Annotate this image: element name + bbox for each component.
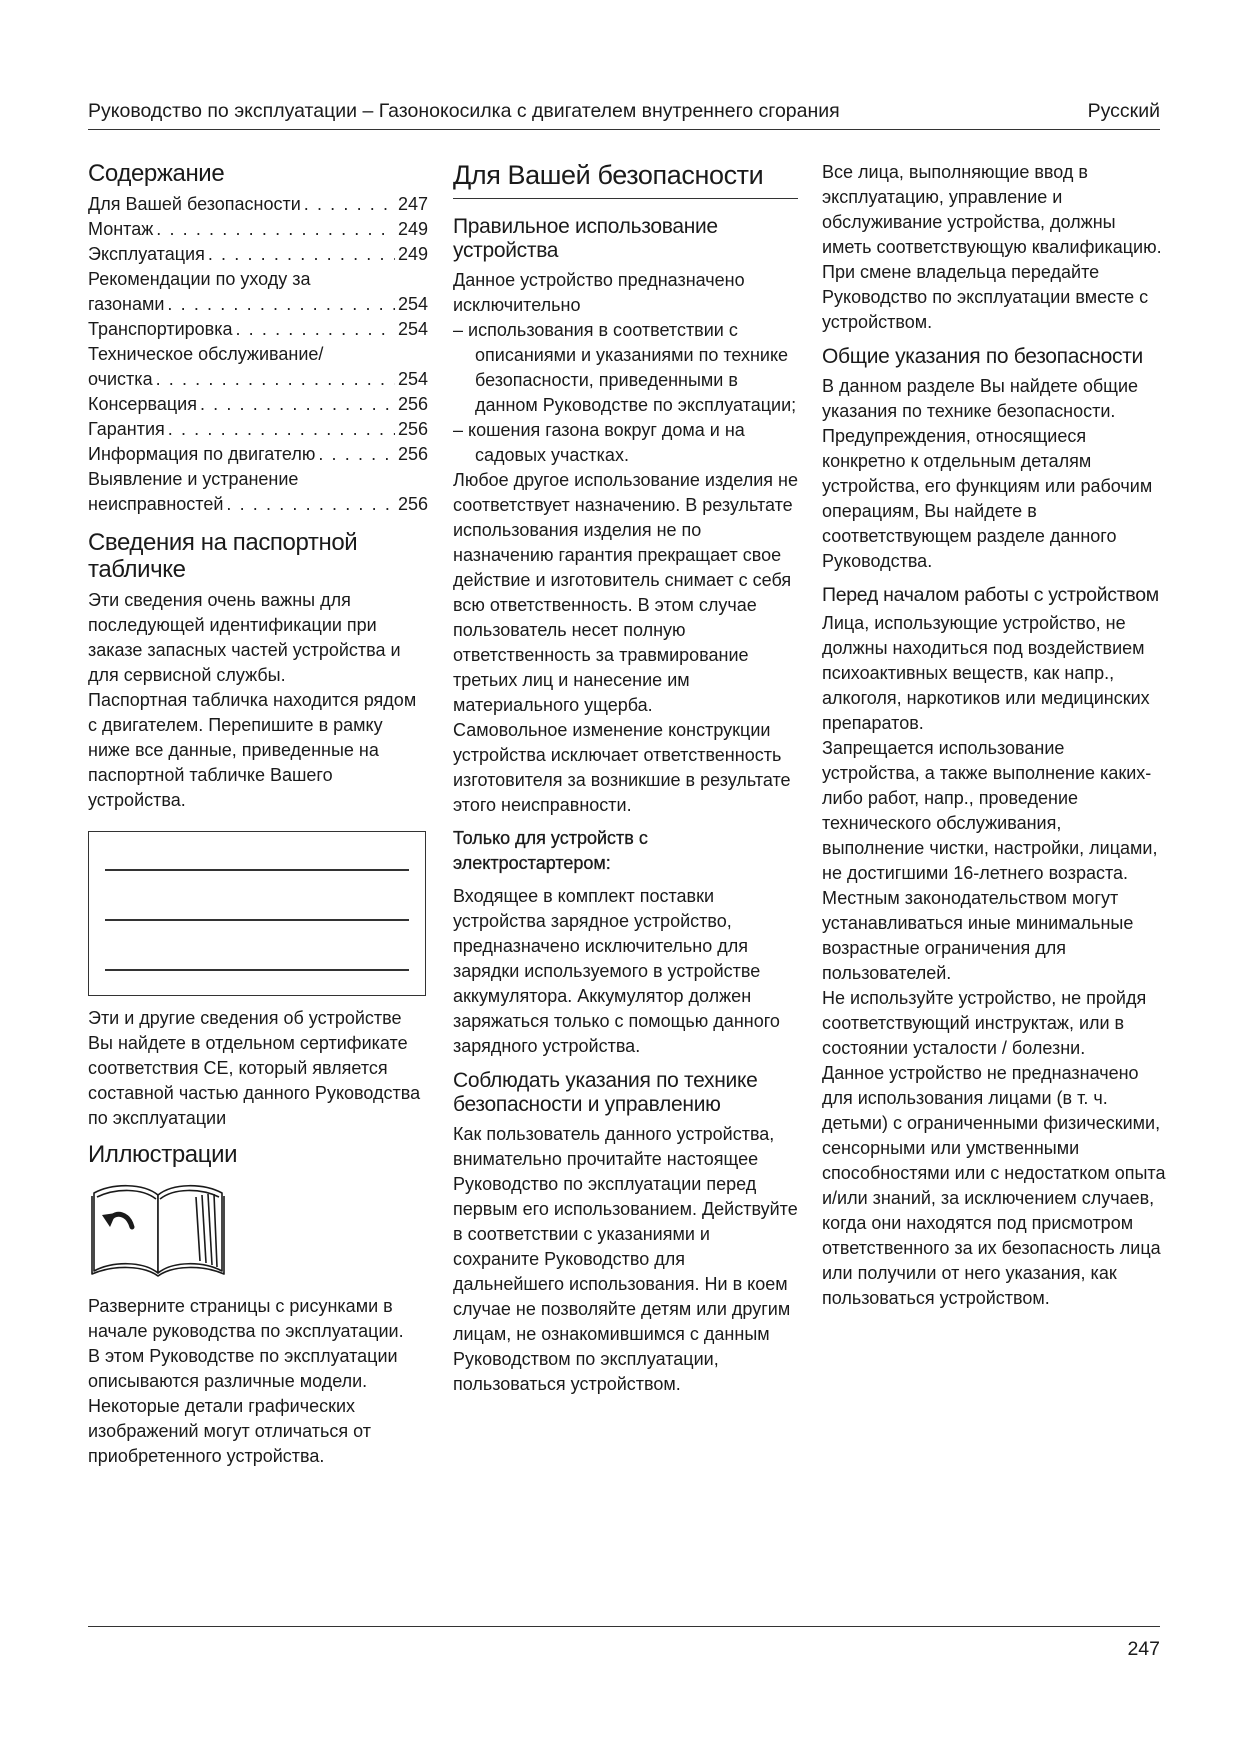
rating-plate-text-3: Эти и другие сведения об устройстве Вы найдете в отдельном сертификате соответствия СЕ, который является составной частью данного Руководства по эксплуатации <box>88 1008 421 1128</box>
open-book-icon <box>88 1181 228 1277</box>
toc-leader-dots <box>318 442 395 467</box>
toc-leader-dots <box>208 242 395 267</box>
general-safety-title: Общие указания по безопасности <box>822 345 1143 368</box>
safety-title: Для Вашей безопасности <box>453 160 798 199</box>
toc-entry-prefix: Выявление и устранение <box>88 469 299 489</box>
toc-entry <box>88 417 428 442</box>
toc-entry-label: Гарантия <box>88 419 165 439</box>
illustrations-title: Иллюстрации <box>88 1141 238 1168</box>
before-work-text-4: Данное устройство не предназначено для использования лицами (в т. ч. детьми) с ограниченными физическими, сенсорными или умственными способностями или с недостатком опыта и/или знаний, за исключением случаев, когда они находятся под присмотром ответственного за их безопасность лица или получили от него указания, как пользоваться устройством. <box>822 1063 1166 1308</box>
toc-entry-page: 249 <box>397 244 428 264</box>
observe-instructions-title: Соблюдать указания по технике безопасности и управлению <box>453 1069 758 1116</box>
toc-entry-page: 247 <box>397 194 428 214</box>
toc-leader-dots <box>200 392 395 417</box>
intended-use-intro: Данное устройство предназначено исключительно <box>453 270 745 315</box>
toc-entry-page: 249 <box>397 219 428 239</box>
qualification-text: Все лица, выполняющие ввод в эксплуатацию, управление и обслуживание устройства, должны иметь соответствующую квалификацию. <box>822 162 1162 257</box>
toc-entry-label: неисправностей <box>88 494 224 514</box>
before-work-title: Перед началом работы с устройством <box>822 584 1159 606</box>
toc-entry-label: Транспортировка <box>88 319 233 339</box>
electro-starter-title: Только для устройств с электростартером: <box>453 828 648 873</box>
toc-entry-label: Эксплуатация <box>88 244 205 264</box>
toc-leader-dots <box>156 367 395 392</box>
toc-entry-label: Для Вашей безопасности <box>88 194 301 214</box>
page-number: 247 <box>1127 1638 1160 1660</box>
illustrations-text-1: Разверните страницы с рисунками в начале руководства по эксплуатации. <box>88 1296 404 1341</box>
toc-entry-prefix: Техническое обслуживание/ <box>88 344 324 364</box>
rating-plate-text-1: Эти сведения очень важны для последующей идентификации при заказе запасных частей устройства и для сервисной службы. <box>88 590 401 685</box>
toc-entry-prefix: Рекомендации по уходу за <box>88 269 311 289</box>
language-label: Русский <box>1087 100 1160 122</box>
toc-entry-label: Монтаж <box>88 219 154 239</box>
plate-line <box>105 969 409 971</box>
list-item: – использования в соответствии с описаниями и указаниями по технике безопасности, приведенными в данном Руководстве по эксплуатации; <box>453 318 798 418</box>
owner-change-text: При смене владельца передайте Руководство по эксплуатации вместе с устройством. <box>822 262 1149 332</box>
toc-entry-page: 256 <box>397 394 428 414</box>
toc-title: Содержание <box>88 160 225 187</box>
plate-line <box>105 919 409 921</box>
toc-leader-dots <box>168 417 395 442</box>
toc-entry <box>88 192 428 217</box>
electro-starter-text: Входящее в комплект поставки устройства зарядное устройство, предназначено исключительно для зарядки используемого в устройстве аккумулятора. Аккумулятор должен заряжаться только с помощью данного зарядного устройства. <box>453 886 780 1056</box>
toc-entry-page: 254 <box>397 319 428 339</box>
page-header <box>88 100 1160 130</box>
toc-entry-page: 256 <box>397 419 428 439</box>
intended-use-text-2: Самовольное изменение конструкции устройства исключает ответственность изготовителя за возникшие в результате этого неисправности. <box>453 720 791 815</box>
toc-entry <box>88 242 428 267</box>
toc-leader-dots <box>304 192 395 217</box>
manual-title: Руководство по эксплуатации – Газонокосилка с двигателем внутреннего сгорания <box>88 100 840 122</box>
rating-plate-text-2: Паспортная табличка находится рядом с двигателем. Перепишите в рамку ниже все данные, приведенные на паспортной табличке Вашего устройства. <box>88 690 417 810</box>
toc-entry <box>88 442 428 467</box>
toc-entry-label: Информация по двигателю <box>88 444 316 464</box>
column-right <box>822 160 1167 1311</box>
toc-entry-page: 254 <box>397 294 428 314</box>
intended-use-text-1: Любое другое использование изделия не соответствует назначению. В результате использования изделия не по назначению гарантия прекращает свое действие и изготовитель снимает с себя всю ответственность. В этом случае пользователь несет полную ответственность за травмирование третьих лиц и нанесение им материального ущерба. <box>453 470 798 715</box>
toc-entry-label: газонами <box>88 294 165 314</box>
toc-entry <box>88 392 428 417</box>
toc-entry <box>88 367 428 392</box>
list-item: – кошения газона вокруг дома и на садовых участках. <box>453 418 798 468</box>
observe-instructions-text: Как пользователь данного устройства, внимательно прочитайте настоящее Руководство по эксплуатации перед первым его использованием. Действуйте в соответствии с указаниями и сохраните Руководство для дальнейшего использования. Ни в коем случае не позволяйте детям или другим лицам, не ознакомившимся с данным Руководством по эксплуатации, пользоваться устройством. <box>453 1124 798 1394</box>
toc-entry <box>88 217 428 242</box>
toc-entry <box>88 492 428 517</box>
toc-entry-page: 256 <box>397 494 428 514</box>
toc-leader-dots <box>226 492 395 517</box>
intended-use-title: Правильное использование устройства <box>453 215 718 262</box>
toc-leader-dots <box>235 317 394 342</box>
before-work-text-2: Запрещается использование устройства, а также выполнение каких-либо работ, напр., проведение технического обслуживания, выполнение чистки, настройки, лицами, не достигшими 16-летнего возраста. Местным законодательством могут устанавливаться иные минимальные возрастные ограничения для пользователей. <box>822 738 1158 983</box>
toc-entry-page: 256 <box>397 444 428 464</box>
rating-plate-title: Сведения на паспортной табличке <box>88 529 358 583</box>
column-left <box>88 160 428 1469</box>
intended-use-list <box>453 318 798 468</box>
before-work-text-1: Лица, использующие устройство, не должны находиться под воздействием психоактивных веществ, как напр., алкоголя, наркотиков или медицинских препаратов. <box>822 613 1150 733</box>
toc-entry-label: Консервация <box>88 394 197 414</box>
toc-entry <box>88 292 428 317</box>
footer-divider <box>88 1626 1160 1627</box>
before-work-text-3: Не используйте устройство, не пройдя соответствующий инструктаж, или в состоянии усталости / болезни. <box>822 988 1147 1058</box>
toc-leader-dots <box>167 292 395 317</box>
toc-entry-label: очистка <box>88 369 153 389</box>
toc-entry-page: 254 <box>397 369 428 389</box>
column-middle <box>453 160 798 1397</box>
general-safety-text: В данном разделе Вы найдете общие указания по технике безопасности. Предупреждения, относящиеся конкретно к отдельным деталям устройства, его функциям или рабочим операциям, Вы найдете в соответствующем разделе данного Руководства. <box>822 376 1153 571</box>
toc-entry <box>88 317 428 342</box>
plate-line <box>105 869 409 871</box>
table-of-contents <box>88 192 428 517</box>
rating-plate-box <box>88 831 426 996</box>
illustrations-text-2: В этом Руководстве по эксплуатации описываются различные модели. Некоторые детали графических изображений могут отличаться от приобретенного устройства. <box>88 1346 398 1466</box>
toc-leader-dots <box>156 217 395 242</box>
